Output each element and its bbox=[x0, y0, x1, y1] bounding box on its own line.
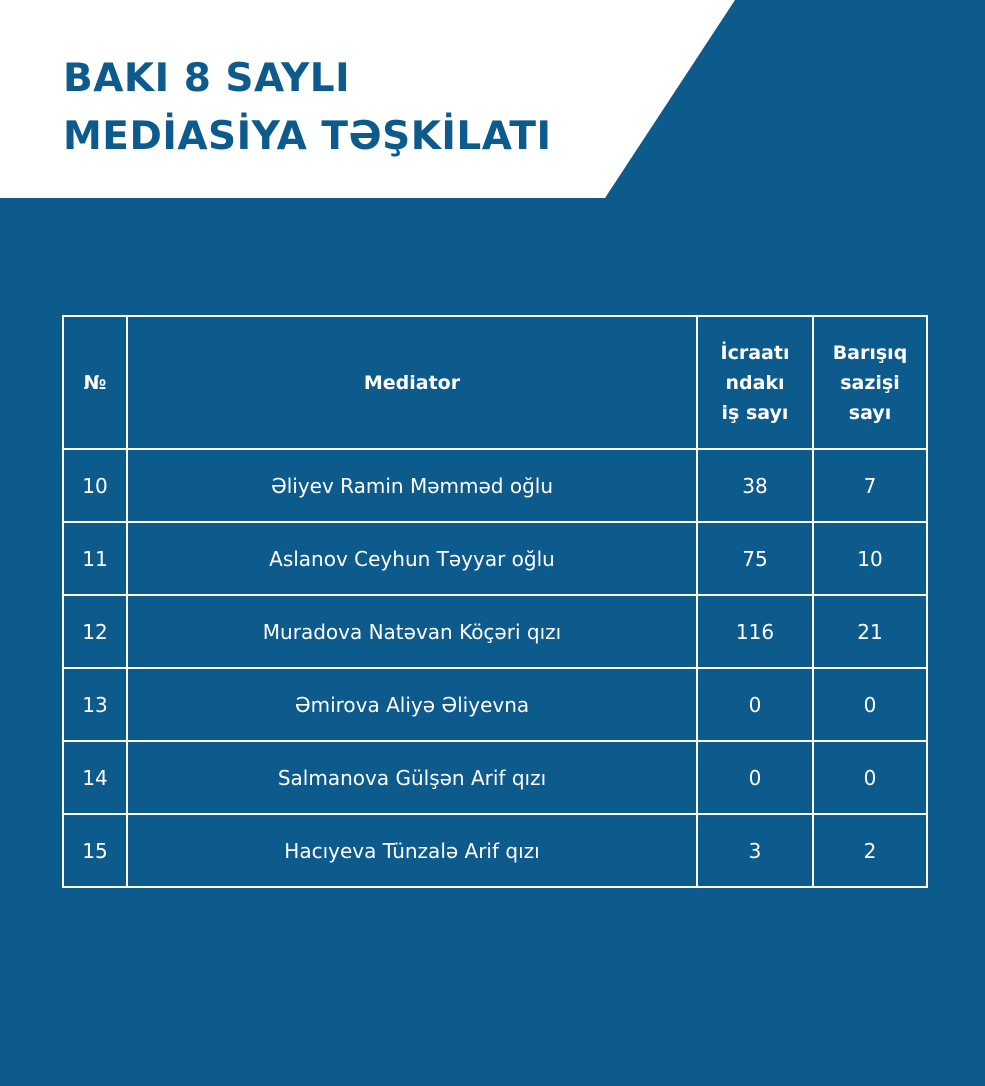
mediator-name-cell: Əliyev Ramin Məmməd oğlu bbox=[127, 449, 697, 522]
row-number-cell: 13 bbox=[63, 668, 127, 741]
agreement-count-cell: 7 bbox=[813, 449, 927, 522]
table-row bbox=[63, 522, 927, 595]
page-title-line-2: MEDİASİYA TƏŞKİLATI bbox=[63, 114, 552, 159]
row-number-cell: 11 bbox=[63, 522, 127, 595]
table-row bbox=[63, 814, 927, 887]
table-row bbox=[63, 595, 927, 668]
mediator-name-cell: Muradova Natəvan Köçəri qızı bbox=[127, 595, 697, 668]
case-count-cell: 75 bbox=[697, 522, 813, 595]
mediator-name-cell: Aslanov Ceyhun Təyyar oğlu bbox=[127, 522, 697, 595]
column-header-agreements-line: sayı bbox=[848, 401, 892, 424]
page-title bbox=[63, 50, 552, 166]
agreement-count-cell: 0 bbox=[813, 741, 927, 814]
agreement-count-cell: 10 bbox=[813, 522, 927, 595]
agreement-count-cell: 21 bbox=[813, 595, 927, 668]
column-header-agreements-line: Barışıq bbox=[832, 341, 908, 364]
mediator-name-cell: Əmirova Aliyə Əliyevna bbox=[127, 668, 697, 741]
mediator-name-cell: Hacıyeva Tünzalə Arif qızı bbox=[127, 814, 697, 887]
agreement-count-cell: 0 bbox=[813, 668, 927, 741]
column-header-mediator: Mediator bbox=[127, 316, 697, 449]
case-count-cell: 116 bbox=[697, 595, 813, 668]
mediator-name-cell: Salmanova Gülşən Arif qızı bbox=[127, 741, 697, 814]
table-header-row bbox=[63, 316, 927, 449]
agreement-count-cell: 2 bbox=[813, 814, 927, 887]
case-count-cell: 0 bbox=[697, 668, 813, 741]
column-header-cases-line: iş sayı bbox=[721, 401, 789, 424]
column-header-cases-line: İcraatı bbox=[720, 341, 790, 364]
column-header-cases bbox=[697, 316, 813, 449]
row-number-cell: 10 bbox=[63, 449, 127, 522]
mediators-table bbox=[62, 315, 928, 888]
case-count-cell: 38 bbox=[697, 449, 813, 522]
case-count-cell: 3 bbox=[697, 814, 813, 887]
column-header-agreements bbox=[813, 316, 927, 449]
page-title-line-1: BAKI 8 SAYLI bbox=[63, 56, 351, 101]
case-count-cell: 0 bbox=[697, 741, 813, 814]
row-number-cell: 15 bbox=[63, 814, 127, 887]
table-row bbox=[63, 449, 927, 522]
table-row bbox=[63, 668, 927, 741]
column-header-cases-line: ndakı bbox=[725, 371, 785, 394]
table-row bbox=[63, 741, 927, 814]
column-header-number: № bbox=[63, 316, 127, 449]
row-number-cell: 12 bbox=[63, 595, 127, 668]
row-number-cell: 14 bbox=[63, 741, 127, 814]
column-header-agreements-line: sazişi bbox=[840, 371, 900, 394]
